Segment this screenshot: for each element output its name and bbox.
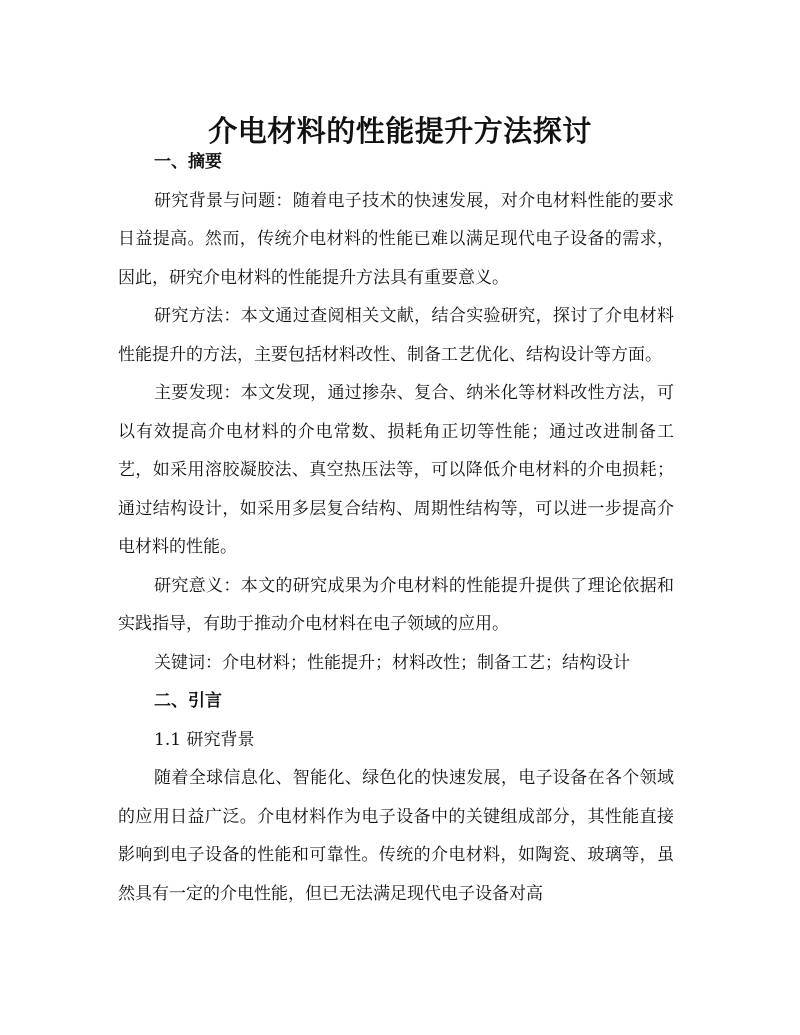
abstract-background-paragraph: 研究背景与问题：随着电子技术的快速发展，对介电材料性能的要求日益提高。然而，传统介电材料的性能已难以满足现代电子设备的需求，因此，研究介电材料的性能提升方法具有重要意义。 bbox=[118, 190, 674, 288]
section-heading-abstract: 一、摘要 bbox=[154, 152, 222, 172]
abstract-method-paragraph: 研究方法：本文通过查阅相关文献，结合实验研究，探讨了介电材料性能提升的方法，主要包括材料改性、制备工艺优化、结构设计等方面。 bbox=[118, 306, 674, 365]
abstract-significance-paragraph: 研究意义：本文的研究成果为介电材料的性能提升提供了理论依据和实践指导，有助于推动介电材料在电子领域的应用。 bbox=[118, 575, 674, 634]
intro-paragraph: 随着全球信息化、智能化、绿色化的快速发展，电子设备在各个领域的应用日益广泛。介电材料作为电子设备中的关键组成部分，其性能直接影响到电子设备的性能和可靠性。传统的介电材料，如陶瓷、玻璃等，虽然具有一定的介电性能，但已无法满足现代电子设备对高 bbox=[118, 768, 674, 904]
document-body bbox=[118, 143, 674, 913]
document-title: 介电材料的性能提升方法探讨 bbox=[208, 114, 592, 149]
subsection-heading-background: 1.1 研究背景 bbox=[154, 729, 255, 750]
abstract-findings-paragraph: 主要发现：本文发现，通过掺杂、复合、纳米化等材料改性方法，可以有效提高介电材料的介电常数、损耗角正切等性能；通过改进制备工艺，如采用溶胶凝胶法、真空热压法等，可以降低介电材料的介电损耗；通过结构设计，如采用多层复合结构、周期性结构等，可以进一步提高介电材料的性能。 bbox=[118, 383, 674, 557]
keywords-line: 关键词：介电材料；性能提升；材料改性；制备工艺；结构设计 bbox=[154, 652, 630, 673]
section-heading-intro: 二、引言 bbox=[154, 691, 222, 711]
